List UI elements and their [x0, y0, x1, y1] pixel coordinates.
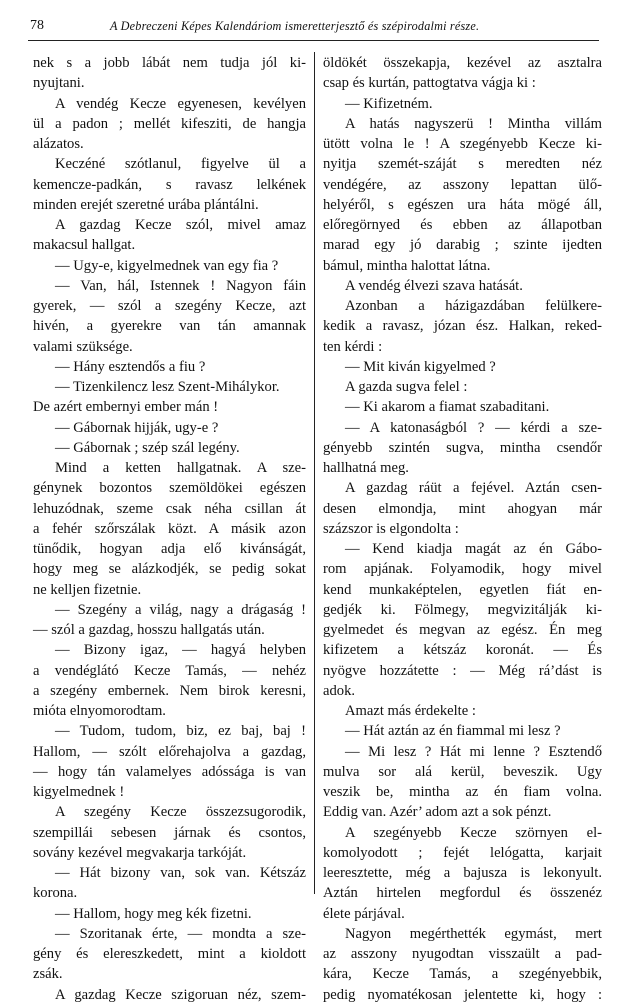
text-line: — Hallom, hogy meg kék fizetni.: [55, 905, 252, 922]
text-line: öldökét összekapja, kezével az asztalra: [323, 55, 602, 71]
text-line: A vendég Kecze egyenesen, kevélyen: [55, 95, 306, 112]
text-line: minden erejét szeretné urába plántálni.: [33, 196, 259, 213]
text-line: helyéről, s egészen ura háta mögé áll,: [323, 196, 602, 213]
text-line: pedig nyomatékosan jelentette ki, hogy :: [323, 986, 602, 1003]
text-line: élete párjával.: [323, 905, 405, 922]
text-line: leeresztette, még a bajusza is lekonyult.: [323, 865, 602, 881]
text-line: nek s a jobb lábát nem tudja jól ki-: [33, 55, 306, 71]
text-line: gényebb szintén sugva, mintha csendőr: [323, 439, 602, 456]
text-line: bámul, mintha halottat látna.: [323, 257, 491, 274]
text-line: komolyodott ; fejét lelógatta, karjait: [323, 844, 602, 861]
text-line: A gazdag Kecze szigoruan néz, szem-: [55, 986, 306, 1003]
text-line: — Van, hál, Istennek ! Nagyon fáin: [55, 277, 306, 294]
text-line: zsák.: [33, 966, 63, 983]
text-line: — hogy tán valamelyes adóssága is van: [33, 763, 306, 780]
text-line: hallhatná meg.: [323, 460, 409, 476]
text-line: valami szüksége.: [33, 338, 133, 355]
text-line: nyitja szemét-száját s meredten néz: [323, 156, 602, 173]
text-line: — Mi lesz ? Hát mi lenne ? Esztendő: [345, 743, 602, 760]
running-title: A Debreczeni Képes Kalendáriom ismeretterjesztő és szépirodalmi része.: [110, 19, 480, 33]
text-line: marad egy jó darabig ; szinte ijedten: [323, 237, 602, 254]
text-line: A szegényebb Kecze szörnyen el-: [345, 824, 602, 841]
text-line: sovány kezével megvakarja tarkóját.: [33, 844, 247, 861]
text-line: korona.: [33, 885, 78, 902]
text-line: Amazt más érdekelte :: [345, 703, 476, 719]
text-line: százszor is elgondolta :: [323, 520, 459, 537]
text-line: ne kelljen fizetnie.: [33, 581, 142, 598]
text-line: lehuzódnak, szeme csak néha csillan át: [33, 500, 306, 517]
text-line: — szól a gazdag, hosszu hallgatás után.: [33, 622, 265, 638]
text-line: Azonban a házigazdában felülkere-: [345, 298, 602, 314]
text-line: kifizetem a kétszáz koronát. — És: [323, 642, 602, 659]
text-line: A hatás nagyszerü ! Mintha villám: [345, 115, 602, 132]
text-line: — Tudom, tudom, biz, ez baj, baj !: [55, 723, 306, 740]
right-column: [323, 53, 602, 1005]
text-line: — Gábornak hijják, ugy-e ?: [55, 419, 219, 436]
text-line: mulva sor alá kerül, beveszik. Ugy: [323, 763, 602, 780]
text-line: alázatos.: [33, 136, 84, 152]
text-line: kend munkaképtelen, egyetlen fiát en-: [323, 581, 602, 598]
text-line: kedik a ravasz, józan ész. Halkan, reked-: [323, 318, 602, 335]
text-line: — Hány esztendős a fiu ?: [55, 358, 206, 375]
text-line: Mind a ketten hallgatnak. A sze-: [55, 460, 306, 476]
text-line: — Tizenkilencz lesz Szent-Mihálykor.: [55, 379, 280, 395]
text-line: — A katonaságból ? — kérdi a sze-: [345, 419, 602, 436]
text-line: ten kérdi :: [323, 338, 383, 355]
text-line: makacsul hallgat.: [33, 237, 136, 254]
text-line: gyelmedet és megvan az egész. Én meg: [323, 622, 602, 638]
text-line: vendégére, az asszony lepattan ülő-: [323, 176, 602, 193]
text-line: Hallom, — szólt előrehajolva a gazdag,: [33, 743, 306, 760]
text-line: — Hát bizony van, sok van. Kétszáz: [55, 865, 306, 881]
text-line: gyerek, — szól a szegény Kecze, azt: [33, 298, 306, 314]
text-line: A vendég élvezi szava hatását.: [345, 277, 523, 294]
text-line: ütött volna le ! A szegényebb Kecze ki-: [323, 136, 602, 152]
text-line: génynek bozontos szemöldökei egészen: [33, 480, 306, 497]
text-line: hivén, a gyerekre van tán amannak: [33, 318, 306, 335]
text-line: hogy meg se alázkodjék, se pedig sokat: [33, 561, 306, 578]
text-line: a szegény embernek. Nem birok keresni,: [33, 682, 306, 699]
text-line: Keczéné szótlanul, figyelve ül a: [55, 156, 306, 173]
text-line: nyujtani.: [33, 75, 85, 92]
text-line: az asszony nyugodtan visszaült a pad-: [323, 946, 602, 962]
text-line: ül a padon ; mellét kifesziti, de hangja: [33, 115, 306, 132]
text-line: Nagyon megérthették egymást, mert: [345, 925, 602, 942]
left-column: [33, 53, 306, 1005]
page-number: 78: [30, 18, 44, 33]
text-line: gedjék ki. Fölmegy, megvizitálják ki-: [323, 601, 602, 618]
text-line: adok.: [323, 682, 356, 699]
text-line: A szegény Kecze összezsugorodik,: [55, 804, 306, 821]
text-line: a vendéglátó Kecze Tamás, — nehéz: [33, 662, 306, 679]
text-line: mióta elnyomorodtam.: [33, 703, 166, 719]
text-line: — Hát aztán az én fiammal mi lesz ?: [345, 723, 561, 740]
text-line: kára, Kecze Tamás, a szegényebbik,: [323, 966, 602, 983]
text-line: A gazda sugva felel :: [345, 379, 468, 395]
text-line: De azért embernyi ember mán !: [33, 399, 219, 416]
text-line: — Kend kiadja magát az én Gábo-: [345, 541, 602, 557]
text-line: A gazdag ráüt a fejével. Aztán csen-: [345, 480, 602, 497]
text-line: — Ugy-e, kigyelmednek van egy fia ?: [55, 257, 279, 274]
text-line: csap és kurtán, pattogtatva vágja ki :: [323, 75, 536, 92]
text-line: rom apjának. Folyamodik, hogy mivel: [323, 561, 602, 578]
text-line: — Ki akarom a fiamat szabaditani.: [345, 399, 550, 416]
text-line: desen elmondja, mint ahogyan már: [323, 500, 602, 517]
text-line: kemencze-padkán, s ravasz lelkének: [33, 176, 306, 193]
text-line: szempillái sebesen járnak és csontos,: [33, 824, 306, 841]
text-line: veszik be, mintha az én fiam volna.: [323, 784, 602, 800]
text-line: A gazdag Kecze szól, mivel amaz: [55, 217, 306, 233]
text-line: a fehér szőrszálak közt. A másik azon: [33, 520, 306, 537]
text-line: — Szoritanak érte, — mondta a sze-: [55, 925, 306, 942]
text-line: Aztán hirtelen megfordul és összenéz: [323, 885, 602, 902]
text-line: tünődik, hogyan adja elő kivánságát,: [33, 541, 306, 557]
text-line: gény és elereszkedett, mint a kioldott: [33, 946, 306, 962]
text-line: Eddig van. Azér’ adom azt a sok pénzt.: [323, 804, 552, 821]
text-line: — Szegény a világ, nagy a drágaság !: [55, 601, 306, 618]
text-line: — Kifizetném.: [345, 95, 433, 112]
text-line: kigyelmednek !: [33, 784, 125, 800]
text-line: — Mit kiván kigyelmed ?: [345, 358, 496, 375]
text-line: — Bizony igaz, — hagyá helyben: [55, 642, 306, 659]
text-line: nyögve hozzátette : — Még rá’dást is: [323, 662, 602, 679]
text-line: — Gábornak ; szép szál legény.: [55, 439, 240, 456]
running-header: [28, 16, 599, 41]
column-divider: [314, 52, 315, 894]
text-line: előregörnyed és ebben az állapotban: [323, 217, 602, 233]
